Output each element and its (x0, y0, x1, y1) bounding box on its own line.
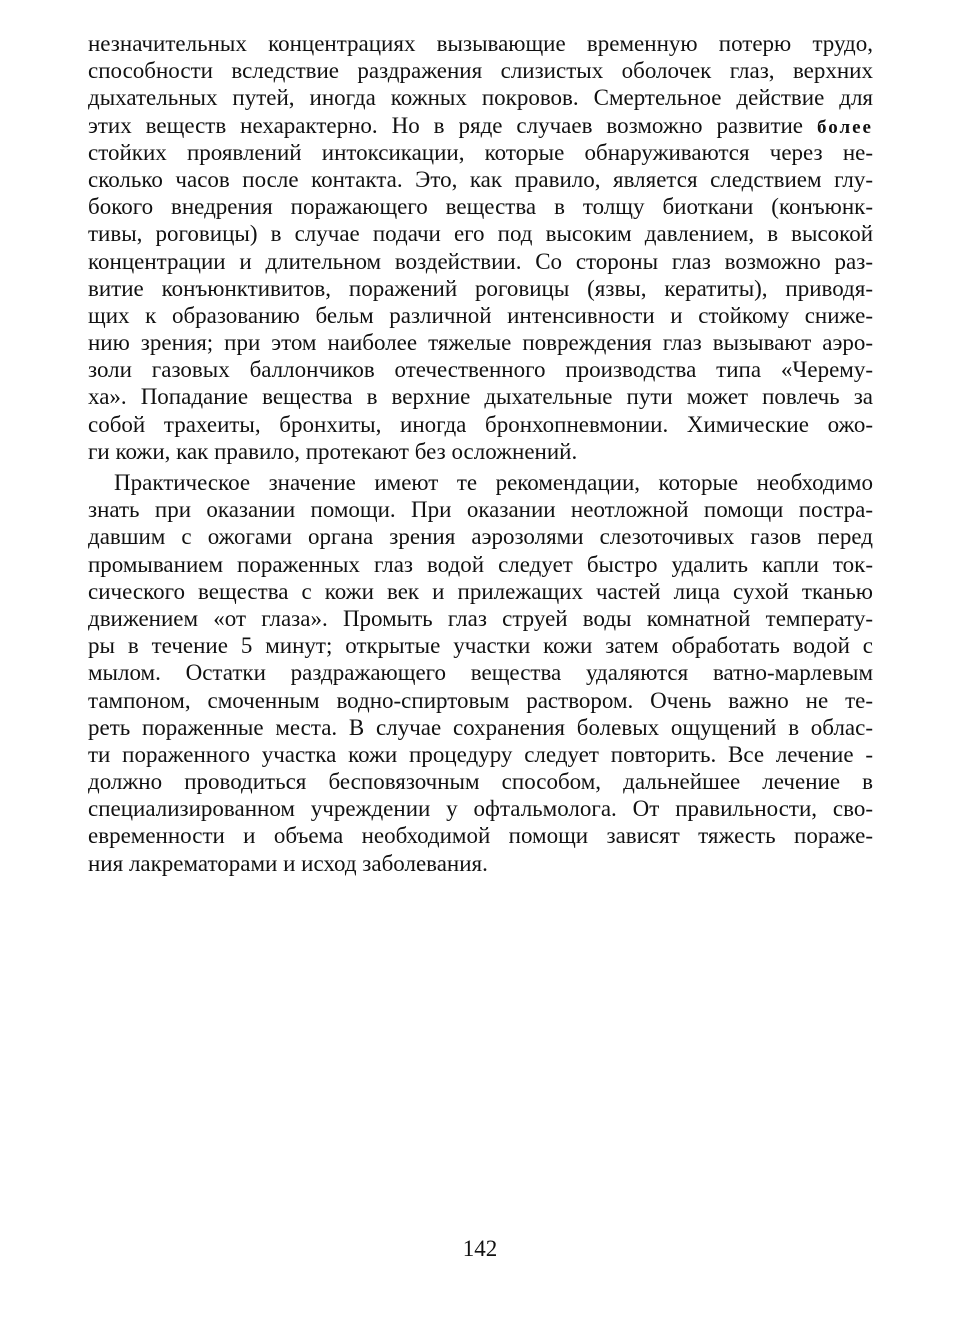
emphasized-word: более (816, 116, 873, 138)
text-line: нию зрения; при этом наиболее тяжелые повреждения глаз вызывают аэро- (88, 330, 873, 356)
text-line: реть пораженные места. В случае сохранения болевых ощущений в облас- (88, 714, 873, 740)
text-line-main: этих веществ нехарактерно. Но в ряде случаев возможно развитие (88, 112, 804, 138)
text-line: ния лакрематорами и исход заболевания. (88, 850, 488, 876)
text-line: собой трахеиты, бронхиты, иногда бронхопневмонии. Химические ожо- (88, 411, 873, 437)
text-line: витие конъюнктивитов, поражений роговицы (язвы, кератиты), приводя- (88, 275, 873, 301)
text-line: способности вследствие раздражения слизистых оболочек глаз, верхних (88, 58, 873, 84)
text-line: дыхательных путей, иногда кожных покровов. Смертельное действие для (88, 85, 873, 111)
text-line: щих к образованию бельм различной интенсивности и стойкому сниже- (88, 302, 873, 328)
text-line: незначительных концентрациях вызывающие временную потерю трудо, (88, 31, 873, 56)
body-text (88, 30, 873, 877)
text-line: ги кожи, как правило, протекают без осложнений. (88, 438, 578, 464)
text-line: концентрации и длительном воздействии. Со стороны глаз возможно раз- (88, 248, 873, 274)
paragraph-2 (88, 469, 873, 877)
text-line: Практическое значение имеют те рекомендации, которые необходимо (114, 470, 873, 495)
text-line: стойких проявлений интоксикации, которые обнаруживаются через не- (88, 139, 873, 165)
text-line (88, 112, 873, 139)
text-line: промыванием пораженных глаз водой следует быстро удалить капли ток- (88, 551, 873, 577)
text-line: знать при оказании помощи. При оказании неотложной помощи постра- (88, 497, 873, 523)
text-line: бокого внедрения поражающего вещества в толщу биоткани (конъюнк- (88, 194, 873, 220)
text-line: должно проводиться бесповязочным способом, дальнейшее лечение в (88, 769, 873, 795)
text-line: евременности и объема необходимой помощи зависят тяжесть пораже- (88, 823, 873, 849)
text-line: тивы, роговицы) в случае подачи его под высоким давлением, в высокой (88, 221, 873, 247)
text-line: сколько часов после контакта. Это, как правило, является следствием глу- (88, 166, 873, 192)
paragraph-1 (88, 30, 873, 465)
text-line: ха». Попадание вещества в верхние дыхательные пути может повлечь за (88, 384, 873, 410)
text-line: движением «от глаза». Промыть глаз струей воды комнатной температу- (88, 605, 873, 631)
text-line: специализированном учреждении у офтальмолога. От правильности, сво- (88, 796, 873, 822)
text-line: ти пораженного участка кожи процедуру следует повторить. Все лечение - (88, 741, 873, 767)
text-line: тампоном, смоченным водно-спиртовым раствором. Очень важно не те- (88, 687, 873, 713)
page-number: 142 (462, 1236, 498, 1261)
text-line: мылом. Остатки раздражающего вещества удаляются ватно-марлевым (88, 660, 873, 686)
text-line: сического вещества с кожи век и прилежащих частей лица сухой тканью (88, 578, 873, 604)
text-line: давшим с ожогами органа зрения аэрозолями слезоточивых газов перед (88, 524, 873, 550)
text-line: золи газовых баллончиков отечественного производства типа «Черему- (88, 357, 873, 383)
text-line: ры в течение 5 минут; открытые участки кожи затем обработать водой с (88, 633, 873, 659)
